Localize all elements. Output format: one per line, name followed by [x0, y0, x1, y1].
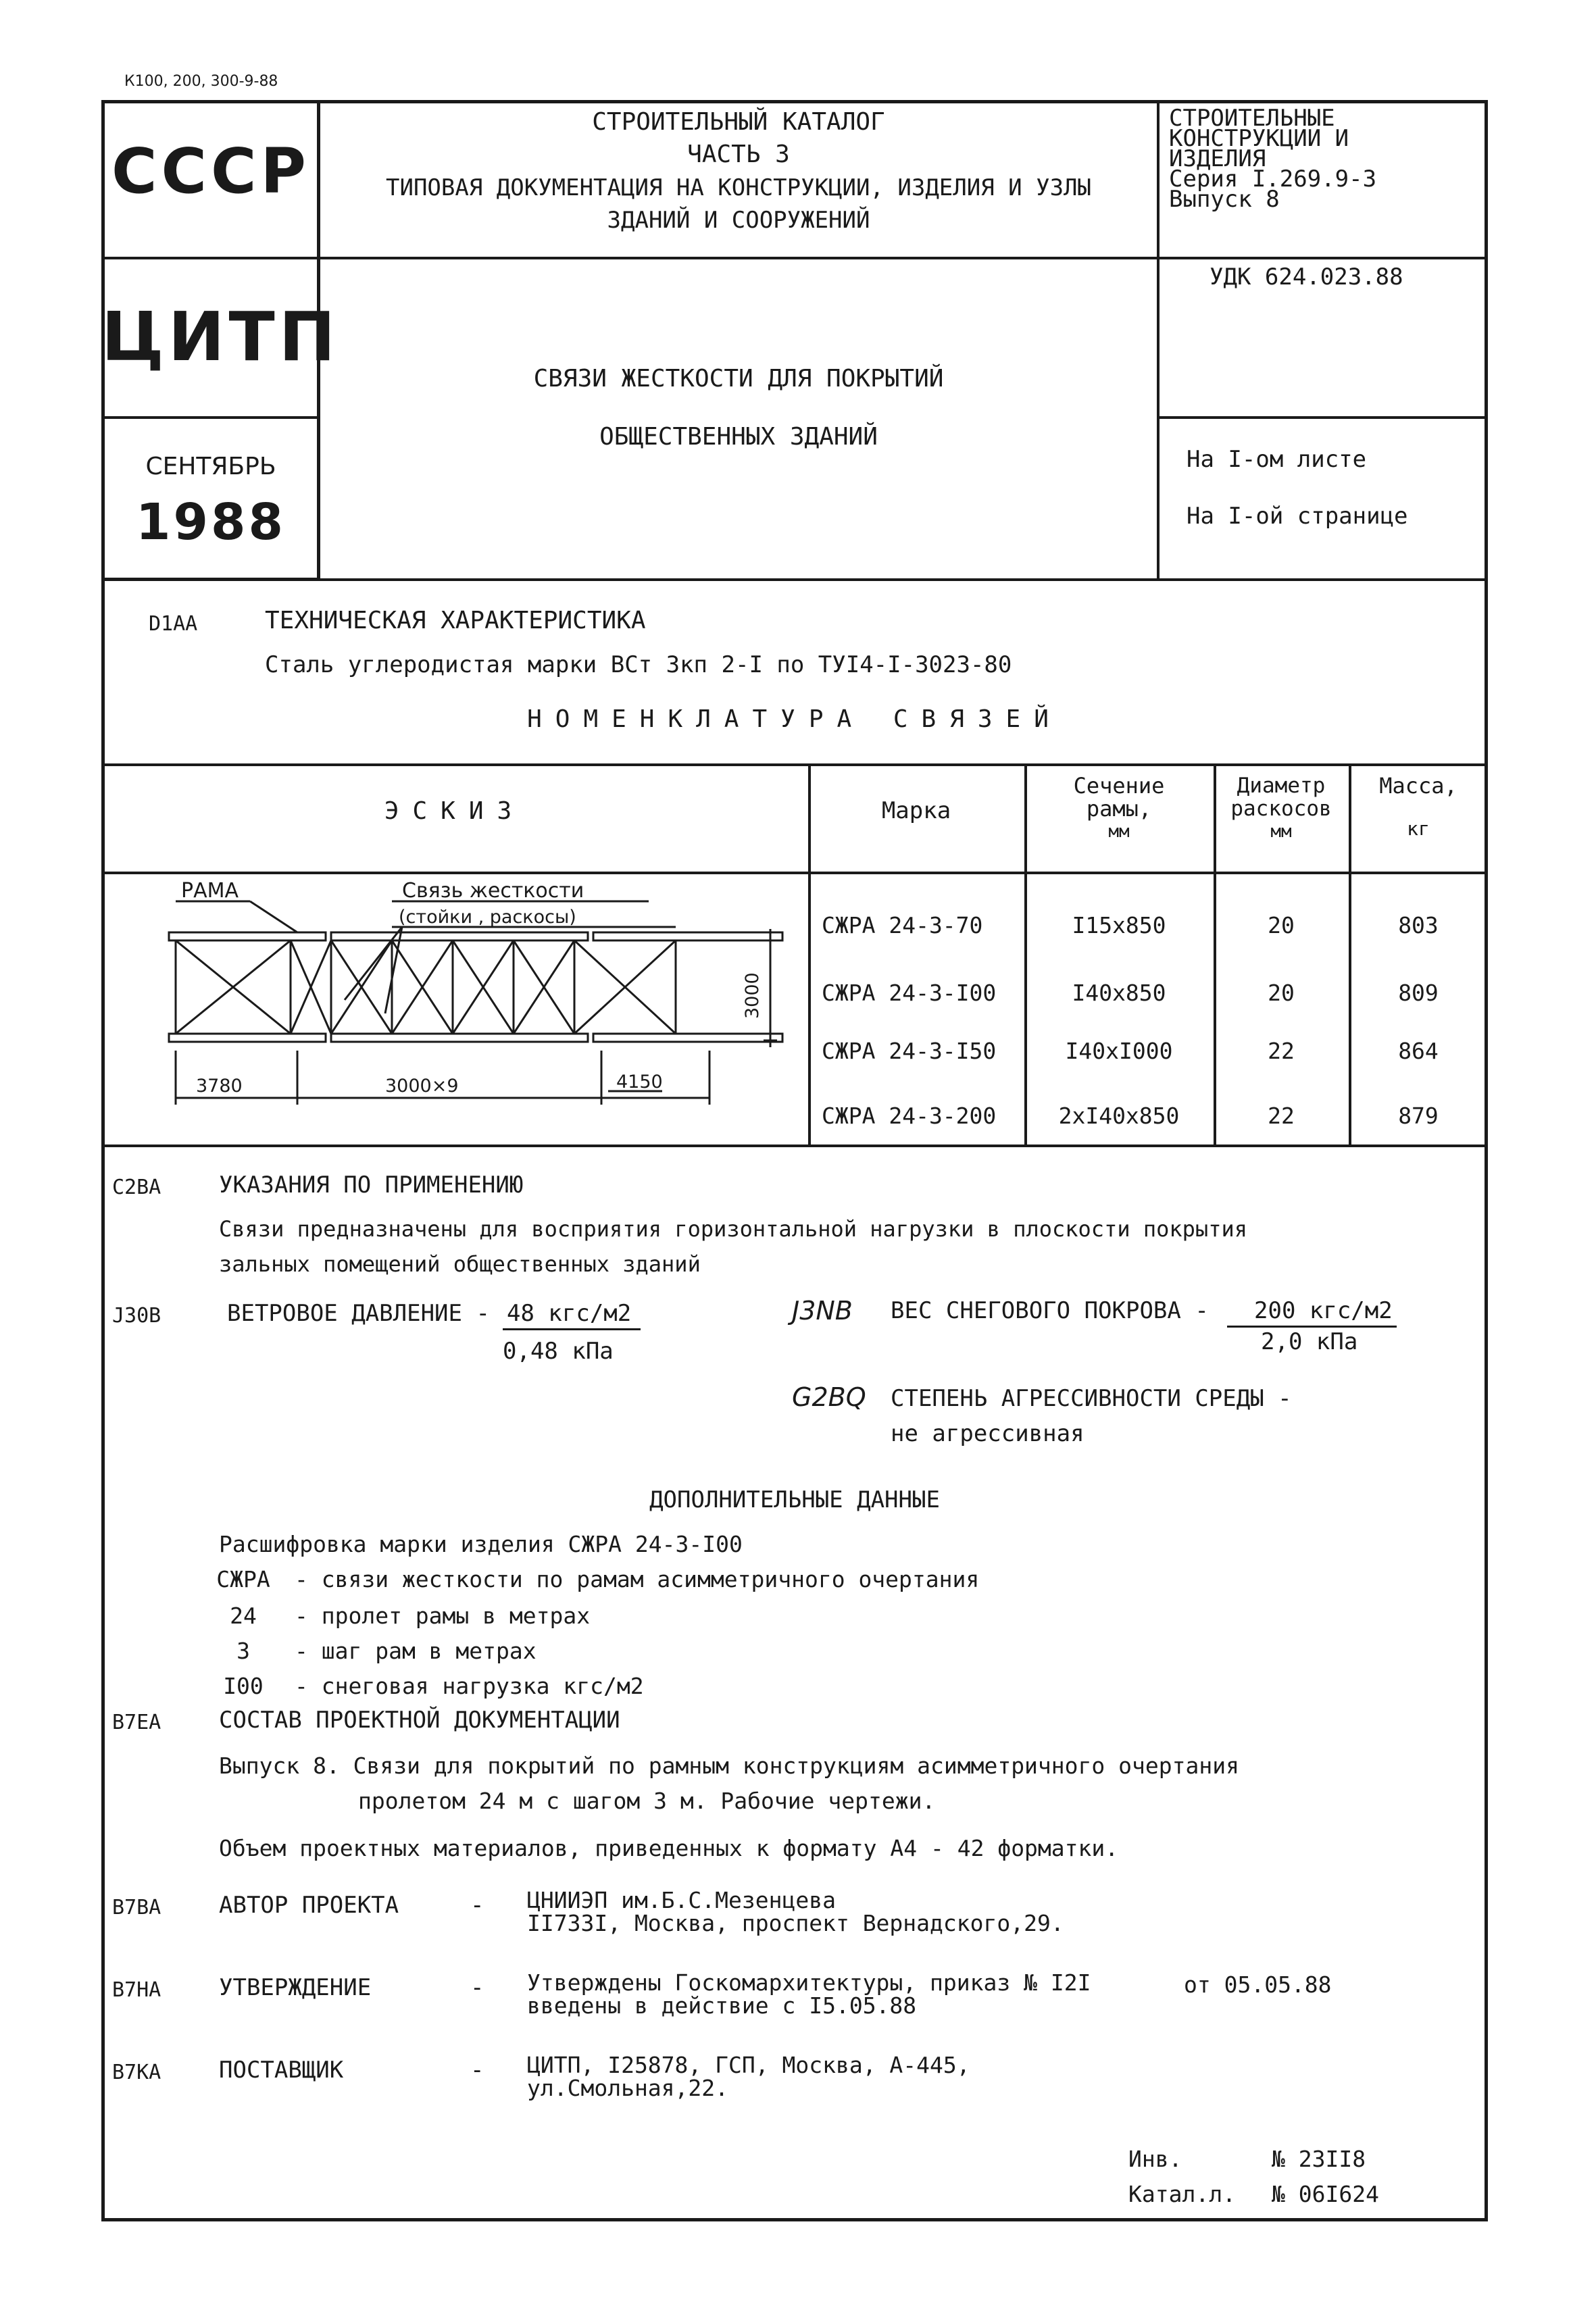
- catalog-title: СТРОИТЕЛЬНЫЙ КАТАЛОГ: [592, 108, 885, 136]
- section-code: G2BQ: [792, 1382, 866, 1412]
- section-code: B7KA: [112, 2061, 161, 2084]
- col-header-mark: Марка: [881, 797, 951, 824]
- nomenclature-title: НОМЕНКЛАТУРА СВЯЗЕЙ: [527, 705, 1062, 733]
- snow-value-kpa: 2,0 кПа: [1261, 1328, 1358, 1355]
- cell-mark: СЖРА 24-3-I50: [822, 1038, 997, 1064]
- divider: [101, 578, 1488, 581]
- col-header-diameter: [1214, 774, 1349, 843]
- approval-line: Утверждены Госкомархитектуры, приказ № I2I: [527, 1969, 1091, 1996]
- cell-mark: СЖРА 24-3-200: [822, 1103, 997, 1129]
- cell-diameter: 20: [1268, 980, 1295, 1006]
- environment-value: не агрессивная: [891, 1420, 1084, 1447]
- page-info: На I-ой странице: [1187, 503, 1408, 530]
- author-line: II733I, Москва, проспект Вернадского,29.: [527, 1910, 1064, 1936]
- col-header-mass: [1349, 774, 1488, 840]
- cell-section: I40х850: [1072, 980, 1166, 1006]
- org-label: ЦИТП: [101, 297, 340, 376]
- catalog-part: ЧАСТЬ 3: [687, 141, 790, 168]
- section-code: B7HA: [112, 1978, 161, 2002]
- document-title: СВЯЗИ ЖЕСТКОСТИ ДЛЯ ПОКРЫТИЙ: [533, 365, 944, 393]
- table-border: [101, 763, 1488, 766]
- usage-text: Связи предназначены для восприятия горизонтальной нагрузки в плоскости покрытия: [219, 1216, 1247, 1242]
- header-line: Сечение: [1073, 773, 1165, 799]
- cell-section: I40хI000: [1065, 1038, 1173, 1064]
- catalog-sheet-number: № 06I624: [1272, 2181, 1379, 2207]
- additional-heading: ДОПОЛНИТЕЛЬНЫЕ ДАННЫЕ: [649, 1486, 940, 1513]
- header-line: кг: [1407, 818, 1430, 840]
- sketch-dim-height: 3000: [742, 972, 763, 1019]
- country-label: СССР: [111, 135, 310, 207]
- divider: [320, 257, 1488, 259]
- divider: [101, 416, 320, 419]
- section-code: B7BA: [112, 1896, 161, 1919]
- sketch-label-frame: РАМА: [181, 879, 239, 903]
- snow-value: 200 кгс/м2: [1227, 1297, 1397, 1328]
- year-label: 1988: [136, 493, 286, 551]
- wind-value: 48 кгс/м2: [503, 1300, 641, 1330]
- section-code: J3NB: [792, 1296, 853, 1326]
- cell-diameter: 22: [1268, 1103, 1295, 1129]
- wind-value-kpa: 0,48 кПа: [503, 1338, 614, 1365]
- composition-text: Выпуск 8. Связи для покрытий по рамным конструкциям асимметричного очертания: [219, 1753, 1239, 1779]
- approval-date: от 05.05.88: [1184, 1971, 1332, 1998]
- supplier-line: ул.Смольная,22.: [527, 2075, 729, 2101]
- sketch-dim-mid: 3000×9: [385, 1076, 459, 1097]
- sketch-dim-left: 3780: [196, 1076, 243, 1097]
- series-heading: КОНСТРУКЦИИ И: [1169, 125, 1349, 152]
- approval-label: УТВЕРЖДЕНИЕ: [219, 1974, 372, 2001]
- catalog-sheet-label: Катал.л.: [1128, 2181, 1236, 2207]
- dash: -: [470, 1974, 484, 2001]
- header-line: Масса,: [1379, 773, 1457, 799]
- inventory-number: № 23II8: [1272, 2146, 1366, 2172]
- dash: -: [470, 2057, 484, 2084]
- supplier-label: ПОСТАВЩИК: [219, 2057, 344, 2084]
- wind-label: ВЕТРОВОЕ ДАВЛЕНИЕ -: [227, 1300, 490, 1327]
- composition-volume: Объем проектных материалов, приведенных к формату А4 - 42 форматки.: [219, 1835, 1119, 1861]
- cell-mass: 809: [1398, 980, 1439, 1006]
- cell-mass: 864: [1398, 1038, 1439, 1064]
- cell-mark: СЖРА 24-3-I00: [822, 980, 997, 1006]
- usage-text: зальных помещений общественных зданий: [219, 1251, 701, 1277]
- author-label: АВТОР ПРОЕКТА: [219, 1892, 399, 1919]
- sheet-info: На I-ом листе: [1187, 446, 1367, 473]
- decode-description: - снеговая нагрузка кгс/м2: [295, 1673, 644, 1699]
- divider: [1157, 416, 1488, 419]
- series-number: Серия I.269.9-3: [1169, 166, 1377, 193]
- section-code: C2BA: [112, 1176, 161, 1199]
- approval-text: [527, 1971, 1091, 2017]
- decode-description: - шаг рам в метрах: [295, 1638, 537, 1664]
- author-text: [527, 1889, 1064, 1935]
- udk-code: УДК 624.023.88: [1210, 263, 1403, 291]
- environment-label: СТЕПЕНЬ АГРЕССИВНОСТИ СРЕДЫ -: [891, 1385, 1292, 1412]
- tech-heading: ТЕХНИЧЕСКАЯ ХАРАКТЕРИСТИКА: [265, 607, 646, 634]
- document-title: ОБЩЕСТВЕННЫХ ЗДАНИЙ: [599, 423, 878, 451]
- header-line: раскосов: [1230, 797, 1332, 821]
- catalog-subtitle: ЗДАНИЙ И СООРУЖЕНИЙ: [607, 207, 870, 234]
- divider: [1157, 100, 1159, 581]
- header-line: мм: [1108, 822, 1130, 842]
- decode-key: I00: [223, 1673, 264, 1699]
- snow-label: ВЕС СНЕГОВОГО ПОКРОВА -: [891, 1297, 1209, 1324]
- composition-heading: СОСТАВ ПРОЕКТНОЙ ДОКУМЕНТАЦИИ: [219, 1707, 620, 1734]
- col-header-sketch: ЭСКИЗ: [384, 797, 526, 825]
- cell-mass: 879: [1398, 1103, 1439, 1129]
- section-code: J30B: [112, 1304, 161, 1328]
- bracing-sketch: [135, 878, 804, 1142]
- author-line: ЦНИИЭП им.Б.С.Мезенцева: [527, 1887, 836, 1913]
- steel-spec: Сталь углеродистая марки ВСт 3кп 2-I по ТУI4-I-3023-80: [265, 651, 1012, 678]
- sketch-label-bracing-detail: (стойки , раскосы): [399, 907, 576, 928]
- approval-line: введены в действие с I5.05.88: [527, 1992, 917, 2019]
- composition-text: пролетом 24 м с шагом 3 м. Рабочие чертежи.: [358, 1788, 936, 1814]
- decode-key: СЖРА: [216, 1566, 270, 1592]
- decode-description: - связи жесткости по рамам асимметричного очертания: [295, 1566, 980, 1592]
- cell-section: 2хI40х850: [1058, 1103, 1180, 1129]
- cell-mark: СЖРА 24-3-70: [822, 912, 983, 938]
- catalog-subtitle: ТИПОВАЯ ДОКУМЕНТАЦИЯ НА КОНСТРУКЦИИ, ИЗДЕЛИЯ И УЗЛЫ: [386, 174, 1091, 201]
- cell-diameter: 22: [1268, 1038, 1295, 1064]
- month-label: СЕНТЯБРЬ: [145, 453, 276, 480]
- inventory-label: Инв.: [1128, 2146, 1182, 2172]
- issue-number: Выпуск 8: [1169, 186, 1280, 213]
- supplier-line: ЦИТП, I25878, ГСП, Москва, А-445,: [527, 2052, 970, 2078]
- document-code: К100, 200, 300-9-88: [124, 73, 278, 90]
- supplier-text: [527, 2054, 970, 2100]
- dash: -: [470, 1892, 484, 1919]
- sketch-dim-right: 4150: [616, 1072, 663, 1092]
- section-code: B7EA: [112, 1711, 161, 1734]
- series-heading: ИЗДЕЛИЯ: [1169, 145, 1266, 172]
- decode-title: Расшифровка марки изделия СЖРА 24-3-I00: [219, 1531, 743, 1557]
- sketch-label-bracing: Связь жесткости: [402, 879, 584, 903]
- divider: [101, 257, 320, 259]
- series-heading: СТРОИТЕЛЬНЫЕ: [1169, 105, 1335, 132]
- decode-key: 3: [236, 1638, 250, 1664]
- header-line: Диаметр: [1237, 774, 1326, 798]
- header-line: рамы,: [1086, 796, 1152, 822]
- col-header-section: [1024, 774, 1214, 843]
- decode-key: 24: [230, 1603, 257, 1629]
- cell-diameter: 20: [1268, 912, 1295, 938]
- usage-heading: УКАЗАНИЯ ПО ПРИМЕНЕНИЮ: [219, 1172, 524, 1199]
- decode-description: - пролет рамы в метрах: [295, 1603, 591, 1629]
- cell-section: I15х850: [1072, 912, 1166, 938]
- header-line: мм: [1270, 822, 1292, 842]
- cell-mass: 803: [1398, 912, 1439, 938]
- series-block: [1169, 105, 1377, 213]
- table-border: [101, 1145, 1488, 1147]
- section-code: D1AA: [149, 612, 198, 636]
- table-border: [101, 872, 1488, 874]
